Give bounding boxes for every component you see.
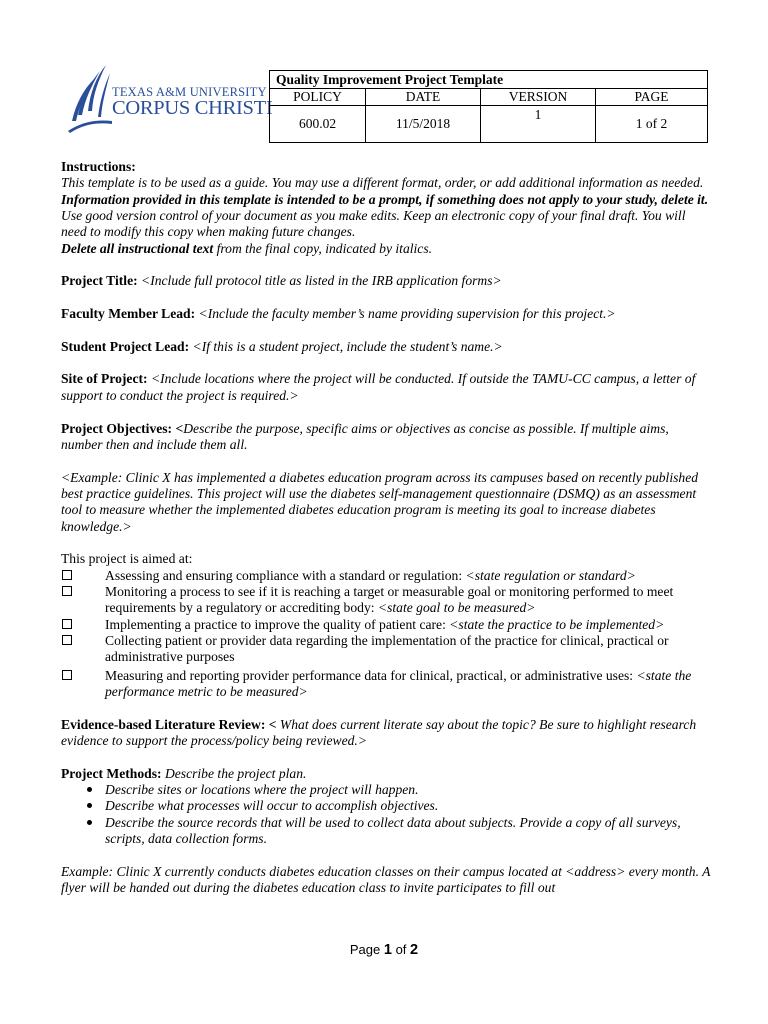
aim-item (61, 584, 711, 617)
methods-bullets (61, 782, 711, 847)
university-logo (66, 63, 273, 135)
date-header: DATE (366, 89, 481, 106)
methods-bullet (61, 798, 711, 814)
aim-hint: <state regulation or standard> (465, 567, 636, 583)
bullet-icon (87, 803, 92, 808)
methods-bullet (61, 782, 711, 798)
page-value: 1 of 2 (596, 106, 708, 143)
site-label: Site of Project: (61, 371, 148, 387)
footer-total-pages: 2 (410, 942, 419, 958)
aim-item (61, 633, 711, 666)
methods-bullet (61, 815, 711, 848)
aim-hint: <state goal to be measured> (377, 600, 536, 616)
student-lead-hint: <If this is a student project, include the student’s name.> (189, 338, 503, 354)
aim-checkbox[interactable] (62, 635, 72, 645)
template-title: Quality Improvement Project Template (270, 71, 708, 89)
site-hint: <Include locations where the project will be conducted. If outside the TAMU-CC campus, a letter of support to conduct the project is required.> (61, 371, 696, 403)
objectives-label: Project Objectives: < (61, 420, 184, 436)
star-logo-icon (66, 63, 114, 135)
aim-checkbox[interactable] (62, 570, 72, 580)
instructions-paragraph-2: Use good version control of your document as you make edits. Keep an electronic copy of your final draft. You will need to modify this copy when making future changes. (61, 208, 686, 240)
aim-item (61, 568, 711, 584)
faculty-lead-label: Faculty Member Lead: (61, 306, 196, 322)
aim-text: Implementing a practice to improve the quality of patient care: (105, 616, 450, 632)
aims-checklist (61, 568, 711, 701)
instructions-paragraph-1 (61, 175, 711, 208)
policy-header: POLICY (270, 89, 366, 106)
policy-info-table (269, 70, 708, 143)
objectives-example: <Example: Clinic X has implemented a diabetes education program across its campuses based on recently published best practice guidelines. This project will use the diabetes self-management questionnaire (DSMQ) as an assessment tool to measure whether the implemented diabetes education program is meeting its goal to increase diabetes knowledge.> (61, 469, 699, 534)
aim-item (61, 668, 711, 701)
site-field (61, 371, 711, 404)
methods-example: Example: Clinic X currently conducts diabetes education classes on their campus located at <address> every month. A flyer will be handed out during the diabetes education class to invite participates to fill out (61, 863, 711, 896)
instructions-prompt-text: Information provided in this template is intended to be a prompt, if something does not apply to your study, delete it. (61, 191, 709, 207)
aim-hint: <state the practice to be implemented> (449, 616, 665, 632)
methods-field (61, 766, 711, 782)
methods-hint: Describe the project plan. (161, 765, 307, 781)
methods-bullet-text: Describe sites or locations where the project will happen. (105, 782, 419, 798)
bullet-icon (87, 820, 92, 825)
methods-label: Project Methods: (61, 765, 162, 781)
methods-bullet-text: Describe what processes will occur to accomplish objectives. (105, 798, 439, 814)
faculty-lead-hint: <Include the faculty member’s name providing supervision for this project.> (195, 306, 616, 322)
aims-intro: This project is aimed at: (61, 551, 193, 567)
objectives-field (61, 421, 711, 454)
aim-text: Assessing and ensuring compliance with a standard or regulation: (105, 567, 466, 583)
objectives-hint: Describe the purpose, specific aims or objectives as concise as possible. If multiple aims, number then and include them all. (61, 420, 669, 452)
student-lead-label: Student Project Lead: (61, 338, 190, 354)
date-value: 11/5/2018 (366, 106, 481, 143)
version-value: 1 (481, 106, 596, 143)
footer-of-word: of (391, 942, 411, 957)
literature-field (61, 717, 711, 750)
literature-hint: What does current literate say about the topic? Be sure to highlight research evidence to support the process/policy being reviewed.> (61, 716, 697, 749)
version-header: VERSION (481, 89, 596, 106)
instructions-heading: Instructions: (61, 159, 136, 174)
aim-item (61, 617, 711, 633)
logo-line-university: TEXAS A&M UNIVERSITY (112, 85, 267, 99)
faculty-lead-field (61, 306, 711, 322)
aim-text: Collecting patient or provider data regarding the implementation of the practice for clinical, practical or administrative purposes (105, 632, 669, 665)
policy-value: 600.02 (270, 106, 366, 143)
aim-checkbox[interactable] (62, 586, 72, 596)
literature-label: Evidence-based Literature Review: < (61, 716, 277, 732)
project-title-field (61, 273, 711, 289)
delete-instruction-rest: from the final copy, indicated by italics. (213, 240, 433, 256)
aim-checkbox[interactable] (62, 619, 72, 629)
logo-line-campus: CORPUS CHRISTI (112, 97, 273, 119)
aim-text: Monitoring a process to see if it is reaching a target or measurable goal or monitoring performed to meet requirements by a regulatory or accrediting body: (105, 583, 674, 616)
bullet-icon (87, 787, 92, 792)
page-header: PAGE (596, 89, 708, 106)
project-title-hint: <Include full protocol title as listed in the IRB application forms> (137, 273, 502, 289)
delete-instruction-bold: Delete all instructional text (61, 240, 214, 256)
page-footer (0, 942, 768, 958)
footer-current-page: 1 (383, 942, 392, 958)
project-title-label: Project Title: (61, 273, 138, 289)
instructions-paragraph-3 (61, 241, 711, 257)
aim-hint: <state the performance metric to be measured> (105, 667, 692, 699)
footer-page-word: Page (349, 942, 384, 957)
student-lead-field (61, 339, 711, 355)
methods-bullet-text: Describe the source records that will be used to collect data about subjects. Provide a copy of all surveys, scripts, data collection forms. (105, 814, 681, 847)
aim-checkbox[interactable] (62, 670, 72, 680)
instructions-guide-text: This template is to be used as a guide. You may use a different format, order, or add additional information as needed. (61, 175, 704, 191)
document-body (61, 159, 711, 896)
aim-text: Measuring and reporting provider performance data for clinical, practical, or administrative uses: (105, 667, 637, 683)
